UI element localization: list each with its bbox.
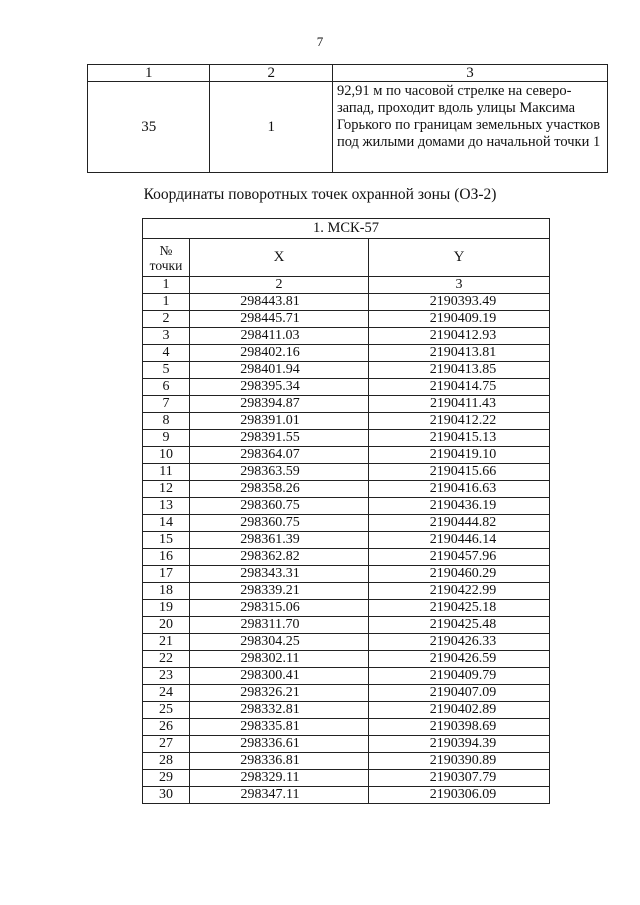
x-coordinate-cell: 298335.81 [190, 719, 369, 736]
column-index-3: 3 [332, 65, 607, 82]
point-number-cell: 1 [143, 294, 190, 311]
coordinates-body [143, 294, 550, 804]
table-row [143, 651, 550, 668]
table-row [143, 787, 550, 804]
x-coordinate-cell: 298443.81 [190, 294, 369, 311]
section-heading: Координаты поворотных точек охранной зоны (ОЗ-2) [143, 186, 497, 203]
point-number-cell: 21 [143, 634, 190, 651]
point-number-header: № точки [143, 239, 190, 277]
y-coordinate-cell: 2190415.66 [369, 464, 550, 481]
table-row [143, 719, 550, 736]
point-number-cell: 19 [143, 600, 190, 617]
from-point-cell: 35 [88, 82, 210, 173]
point-number-cell: 18 [143, 583, 190, 600]
point-number-cell: 26 [143, 719, 190, 736]
table-row [143, 634, 550, 651]
x-coordinate-cell: 298363.59 [190, 464, 369, 481]
x-coordinate-cell: 298402.16 [190, 345, 369, 362]
table-row [143, 328, 550, 345]
boundary-description-table [87, 64, 608, 173]
y-coordinate-cell: 2190457.96 [369, 549, 550, 566]
x-coordinate-cell: 298332.81 [190, 702, 369, 719]
table-row [143, 549, 550, 566]
x-coordinate-cell: 298364.07 [190, 447, 369, 464]
column-index-1: 1 [88, 65, 210, 82]
point-number-cell: 13 [143, 498, 190, 515]
point-number-cell: 4 [143, 345, 190, 362]
x-coordinate-cell: 298326.21 [190, 685, 369, 702]
y-coordinate-cell: 2190409.19 [369, 311, 550, 328]
table-row [143, 345, 550, 362]
column-index-row [143, 277, 550, 294]
point-number-cell: 2 [143, 311, 190, 328]
point-number-cell: 23 [143, 668, 190, 685]
column-index-3: 3 [369, 277, 550, 294]
point-number-cell: 28 [143, 753, 190, 770]
table-row [143, 566, 550, 583]
table-row [143, 481, 550, 498]
x-coordinate-cell: 298391.01 [190, 413, 369, 430]
y-coordinate-cell: 2190413.85 [369, 362, 550, 379]
coordinate-system-label: 1. МСК-57 [143, 219, 550, 239]
y-coordinate-cell: 2190394.39 [369, 736, 550, 753]
y-coordinate-cell: 2190426.33 [369, 634, 550, 651]
y-coordinate-cell: 2190402.89 [369, 702, 550, 719]
column-header-row [143, 239, 550, 277]
y-coordinate-cell: 2190411.43 [369, 396, 550, 413]
x-coordinate-cell: 298395.34 [190, 379, 369, 396]
table-row [143, 464, 550, 481]
table-row [143, 379, 550, 396]
point-number-cell: 22 [143, 651, 190, 668]
point-number-cell: 29 [143, 770, 190, 787]
x-header: X [190, 239, 369, 277]
y-coordinate-cell: 2190414.75 [369, 379, 550, 396]
x-coordinate-cell: 298336.61 [190, 736, 369, 753]
point-number-cell: 30 [143, 787, 190, 804]
y-coordinate-cell: 2190390.89 [369, 753, 550, 770]
x-coordinate-cell: 298329.11 [190, 770, 369, 787]
point-number-cell: 17 [143, 566, 190, 583]
x-coordinate-cell: 298394.87 [190, 396, 369, 413]
table-row [143, 362, 550, 379]
coordinates-table [142, 218, 550, 804]
y-coordinate-cell: 2190407.09 [369, 685, 550, 702]
y-coordinate-cell: 2190460.29 [369, 566, 550, 583]
coordinate-system-row [143, 219, 550, 239]
point-number-cell: 3 [143, 328, 190, 345]
y-coordinate-cell: 2190426.59 [369, 651, 550, 668]
boundary-description-cell: 92,91 м по часовой стрелке на северо-запад, проходит вдоль улицы Максима Горького по границам земельных участков под жилыми домами до начальной точки 1 [332, 82, 607, 173]
table-row [143, 736, 550, 753]
point-number-cell: 9 [143, 430, 190, 447]
y-coordinate-cell: 2190419.10 [369, 447, 550, 464]
y-coordinate-cell: 2190415.13 [369, 430, 550, 447]
point-number-cell: 14 [143, 515, 190, 532]
x-coordinate-cell: 298391.55 [190, 430, 369, 447]
table-row [143, 413, 550, 430]
column-index-2: 2 [210, 65, 332, 82]
x-coordinate-cell: 298339.21 [190, 583, 369, 600]
y-coordinate-cell: 2190306.09 [369, 787, 550, 804]
x-coordinate-cell: 298300.41 [190, 668, 369, 685]
point-number-cell: 8 [143, 413, 190, 430]
page-number: 7 [316, 34, 324, 49]
point-number-cell: 10 [143, 447, 190, 464]
point-number-cell: 7 [143, 396, 190, 413]
y-coordinate-cell: 2190413.81 [369, 345, 550, 362]
point-number-cell: 6 [143, 379, 190, 396]
table-row [143, 311, 550, 328]
point-number-cell: 27 [143, 736, 190, 753]
x-coordinate-cell: 298360.75 [190, 498, 369, 515]
table-row [143, 515, 550, 532]
point-number-cell: 20 [143, 617, 190, 634]
x-coordinate-cell: 298347.11 [190, 787, 369, 804]
x-coordinate-cell: 298401.94 [190, 362, 369, 379]
x-coordinate-cell: 298362.82 [190, 549, 369, 566]
y-coordinate-cell: 2190412.93 [369, 328, 550, 345]
table-row [143, 753, 550, 770]
x-coordinate-cell: 298343.31 [190, 566, 369, 583]
x-coordinate-cell: 298315.06 [190, 600, 369, 617]
x-coordinate-cell: 298360.75 [190, 515, 369, 532]
table-row [143, 770, 550, 787]
y-coordinate-cell: 2190412.22 [369, 413, 550, 430]
y-coordinate-cell: 2190425.48 [369, 617, 550, 634]
table-header-row [88, 65, 608, 82]
y-coordinate-cell: 2190393.49 [369, 294, 550, 311]
table-row [143, 498, 550, 515]
point-number-cell: 15 [143, 532, 190, 549]
table-row [143, 583, 550, 600]
table-row [143, 396, 550, 413]
table-row [143, 532, 550, 549]
y-header: Y [369, 239, 550, 277]
x-coordinate-cell: 298358.26 [190, 481, 369, 498]
table-row [143, 685, 550, 702]
y-coordinate-cell: 2190422.99 [369, 583, 550, 600]
point-number-cell: 16 [143, 549, 190, 566]
y-coordinate-cell: 2190398.69 [369, 719, 550, 736]
point-number-cell: 11 [143, 464, 190, 481]
x-coordinate-cell: 298311.70 [190, 617, 369, 634]
table-row [143, 668, 550, 685]
point-number-cell: 24 [143, 685, 190, 702]
table-row [143, 430, 550, 447]
point-number-cell: 12 [143, 481, 190, 498]
table-row [143, 702, 550, 719]
table-row [88, 82, 608, 173]
to-point-cell: 1 [210, 82, 332, 173]
column-index-2: 2 [190, 277, 369, 294]
x-coordinate-cell: 298302.11 [190, 651, 369, 668]
x-coordinate-cell: 298361.39 [190, 532, 369, 549]
y-coordinate-cell: 2190436.19 [369, 498, 550, 515]
y-coordinate-cell: 2190444.82 [369, 515, 550, 532]
y-coordinate-cell: 2190307.79 [369, 770, 550, 787]
column-index-1: 1 [143, 277, 190, 294]
x-coordinate-cell: 298304.25 [190, 634, 369, 651]
table-row [143, 447, 550, 464]
table-row [143, 617, 550, 634]
point-number-cell: 5 [143, 362, 190, 379]
y-coordinate-cell: 2190446.14 [369, 532, 550, 549]
x-coordinate-cell: 298445.71 [190, 311, 369, 328]
table-row [143, 294, 550, 311]
x-coordinate-cell: 298336.81 [190, 753, 369, 770]
point-number-cell: 25 [143, 702, 190, 719]
y-coordinate-cell: 2190425.18 [369, 600, 550, 617]
x-coordinate-cell: 298411.03 [190, 328, 369, 345]
y-coordinate-cell: 2190409.79 [369, 668, 550, 685]
table-row [143, 600, 550, 617]
y-coordinate-cell: 2190416.63 [369, 481, 550, 498]
